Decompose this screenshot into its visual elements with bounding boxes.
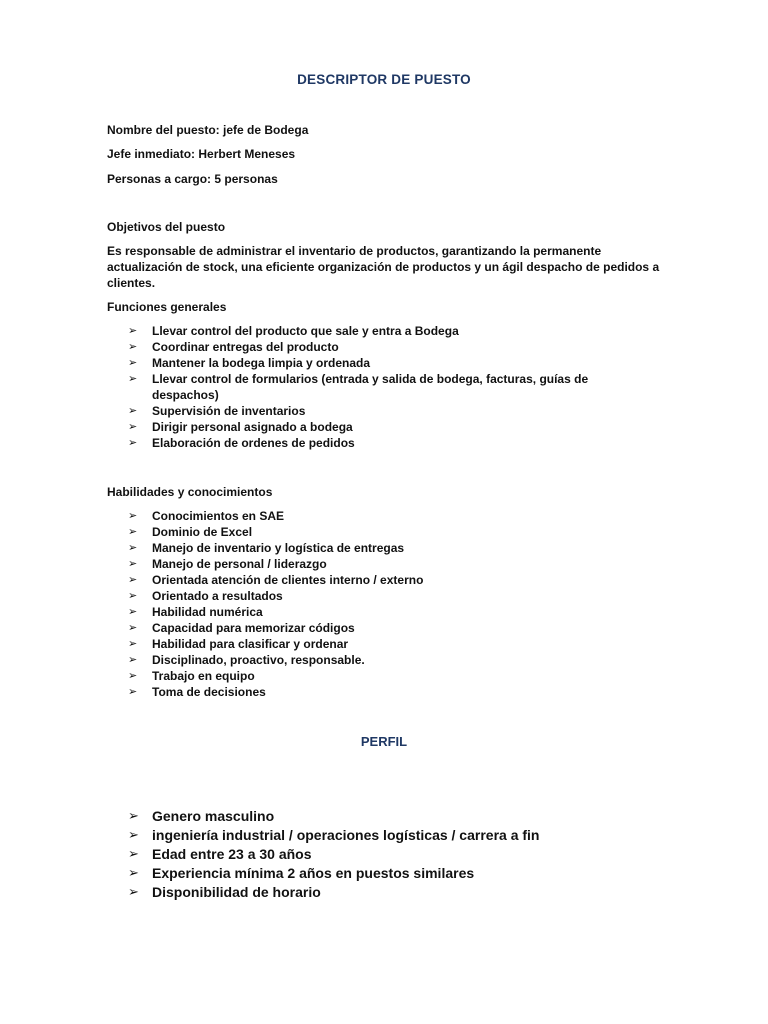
arrow-bullet-icon: ➢ <box>128 509 138 522</box>
document-title: DESCRIPTOR DE PUESTO <box>297 72 471 87</box>
list-item-text: Disponibilidad de horario <box>152 884 321 900</box>
objectives-heading: Objetivos del puesto <box>107 220 226 234</box>
list-item-text: Orientado a resultados <box>152 589 283 603</box>
list-item-text: Elaboración de ordenes de pedidos <box>152 436 355 450</box>
list-item <box>128 524 632 540</box>
list-item-text: Orientada atención de clientes interno / externo <box>152 573 424 587</box>
arrow-bullet-icon: ➢ <box>128 866 139 881</box>
list-item <box>128 435 632 451</box>
arrow-bullet-icon: ➢ <box>128 324 138 337</box>
list-item-text: Llevar control de formularios (entrada y salida de bodega, facturas, guías de despachos) <box>152 372 589 402</box>
list-item <box>128 508 632 524</box>
list-item <box>128 807 672 826</box>
arrow-bullet-icon: ➢ <box>128 589 138 602</box>
staff-count: Personas a cargo: 5 personas <box>107 172 278 186</box>
list-item-text: ingeniería industrial / operaciones logísticas / carrera a fin <box>152 827 540 843</box>
arrow-bullet-icon: ➢ <box>128 828 139 843</box>
profile-heading: PERFIL <box>360 734 408 749</box>
list-item <box>128 371 632 403</box>
supervisor: Jefe inmediato: Herbert Meneses <box>107 147 296 161</box>
list-item-text: Toma de decisiones <box>152 685 266 699</box>
arrow-bullet-icon: ➢ <box>128 356 138 369</box>
list-item-text: Dirigir personal asignado a bodega <box>152 420 353 434</box>
list-item <box>128 556 632 572</box>
list-item <box>128 620 632 636</box>
functions-heading: Funciones generales <box>107 300 227 314</box>
list-item-text: Edad entre 23 a 30 años <box>152 846 312 862</box>
arrow-bullet-icon: ➢ <box>128 847 139 862</box>
arrow-bullet-icon: ➢ <box>128 669 138 682</box>
list-item <box>128 826 672 845</box>
arrow-bullet-icon: ➢ <box>128 809 139 824</box>
list-item-text: Trabajo en equipo <box>152 669 255 683</box>
arrow-bullet-icon: ➢ <box>128 621 138 634</box>
list-item <box>128 572 632 588</box>
list-item-text: Coordinar entregas del producto <box>152 340 339 354</box>
list-item-text: Supervisión de inventarios <box>152 404 306 418</box>
arrow-bullet-icon: ➢ <box>128 372 138 385</box>
list-item-text: Habilidad numérica <box>152 605 263 619</box>
list-item-text: Habilidad para clasificar y ordenar <box>152 637 349 651</box>
arrow-bullet-icon: ➢ <box>128 525 138 538</box>
list-item <box>128 636 632 652</box>
arrow-bullet-icon: ➢ <box>128 340 138 353</box>
arrow-bullet-icon: ➢ <box>128 541 138 554</box>
list-item <box>128 339 632 355</box>
list-item-text: Conocimientos en SAE <box>152 509 285 523</box>
list-item <box>128 419 632 435</box>
skills-list <box>128 508 632 700</box>
arrow-bullet-icon: ➢ <box>128 885 139 900</box>
list-item <box>128 883 672 902</box>
list-item-text: Dominio de Excel <box>152 525 253 539</box>
arrow-bullet-icon: ➢ <box>128 573 138 586</box>
list-item <box>128 403 632 419</box>
functions-list <box>128 323 632 451</box>
list-item <box>128 684 632 700</box>
list-item-text: Experiencia mínima 2 años en puestos similares <box>152 865 475 881</box>
list-item-text: Manejo de inventario y logística de entregas <box>152 541 405 555</box>
arrow-bullet-icon: ➢ <box>128 404 138 417</box>
list-item-text: Capacidad para memorizar códigos <box>152 621 355 635</box>
list-item <box>128 652 632 668</box>
arrow-bullet-icon: ➢ <box>128 557 138 570</box>
list-item <box>128 323 632 339</box>
list-item <box>128 845 672 864</box>
arrow-bullet-icon: ➢ <box>128 420 138 433</box>
job-name: Nombre del puesto: jefe de Bodega <box>107 123 309 137</box>
list-item-text: Llevar control del producto que sale y entra a Bodega <box>152 324 459 338</box>
list-item <box>128 540 632 556</box>
list-item <box>128 668 632 684</box>
list-item <box>128 588 632 604</box>
list-item-text: Genero masculino <box>152 808 275 824</box>
arrow-bullet-icon: ➢ <box>128 637 138 650</box>
list-item-text: Disciplinado, proactivo, responsable. <box>152 653 365 667</box>
profile-list <box>128 807 672 902</box>
objectives-text: Es responsable de administrar el inventario de productos, garantizando la permanente actualización de stock, una eficiente organización de productos y un ágil despacho de pedidos a clientes. <box>107 244 660 290</box>
list-item-text: Manejo de personal / liderazgo <box>152 557 327 571</box>
arrow-bullet-icon: ➢ <box>128 685 138 698</box>
list-item <box>128 355 632 371</box>
skills-heading: Habilidades y conocimientos <box>107 485 273 499</box>
list-item <box>128 604 632 620</box>
list-item <box>128 864 672 883</box>
list-item-text: Mantener la bodega limpia y ordenada <box>152 356 371 370</box>
arrow-bullet-icon: ➢ <box>128 653 138 666</box>
arrow-bullet-icon: ➢ <box>128 605 138 618</box>
arrow-bullet-icon: ➢ <box>128 436 138 449</box>
